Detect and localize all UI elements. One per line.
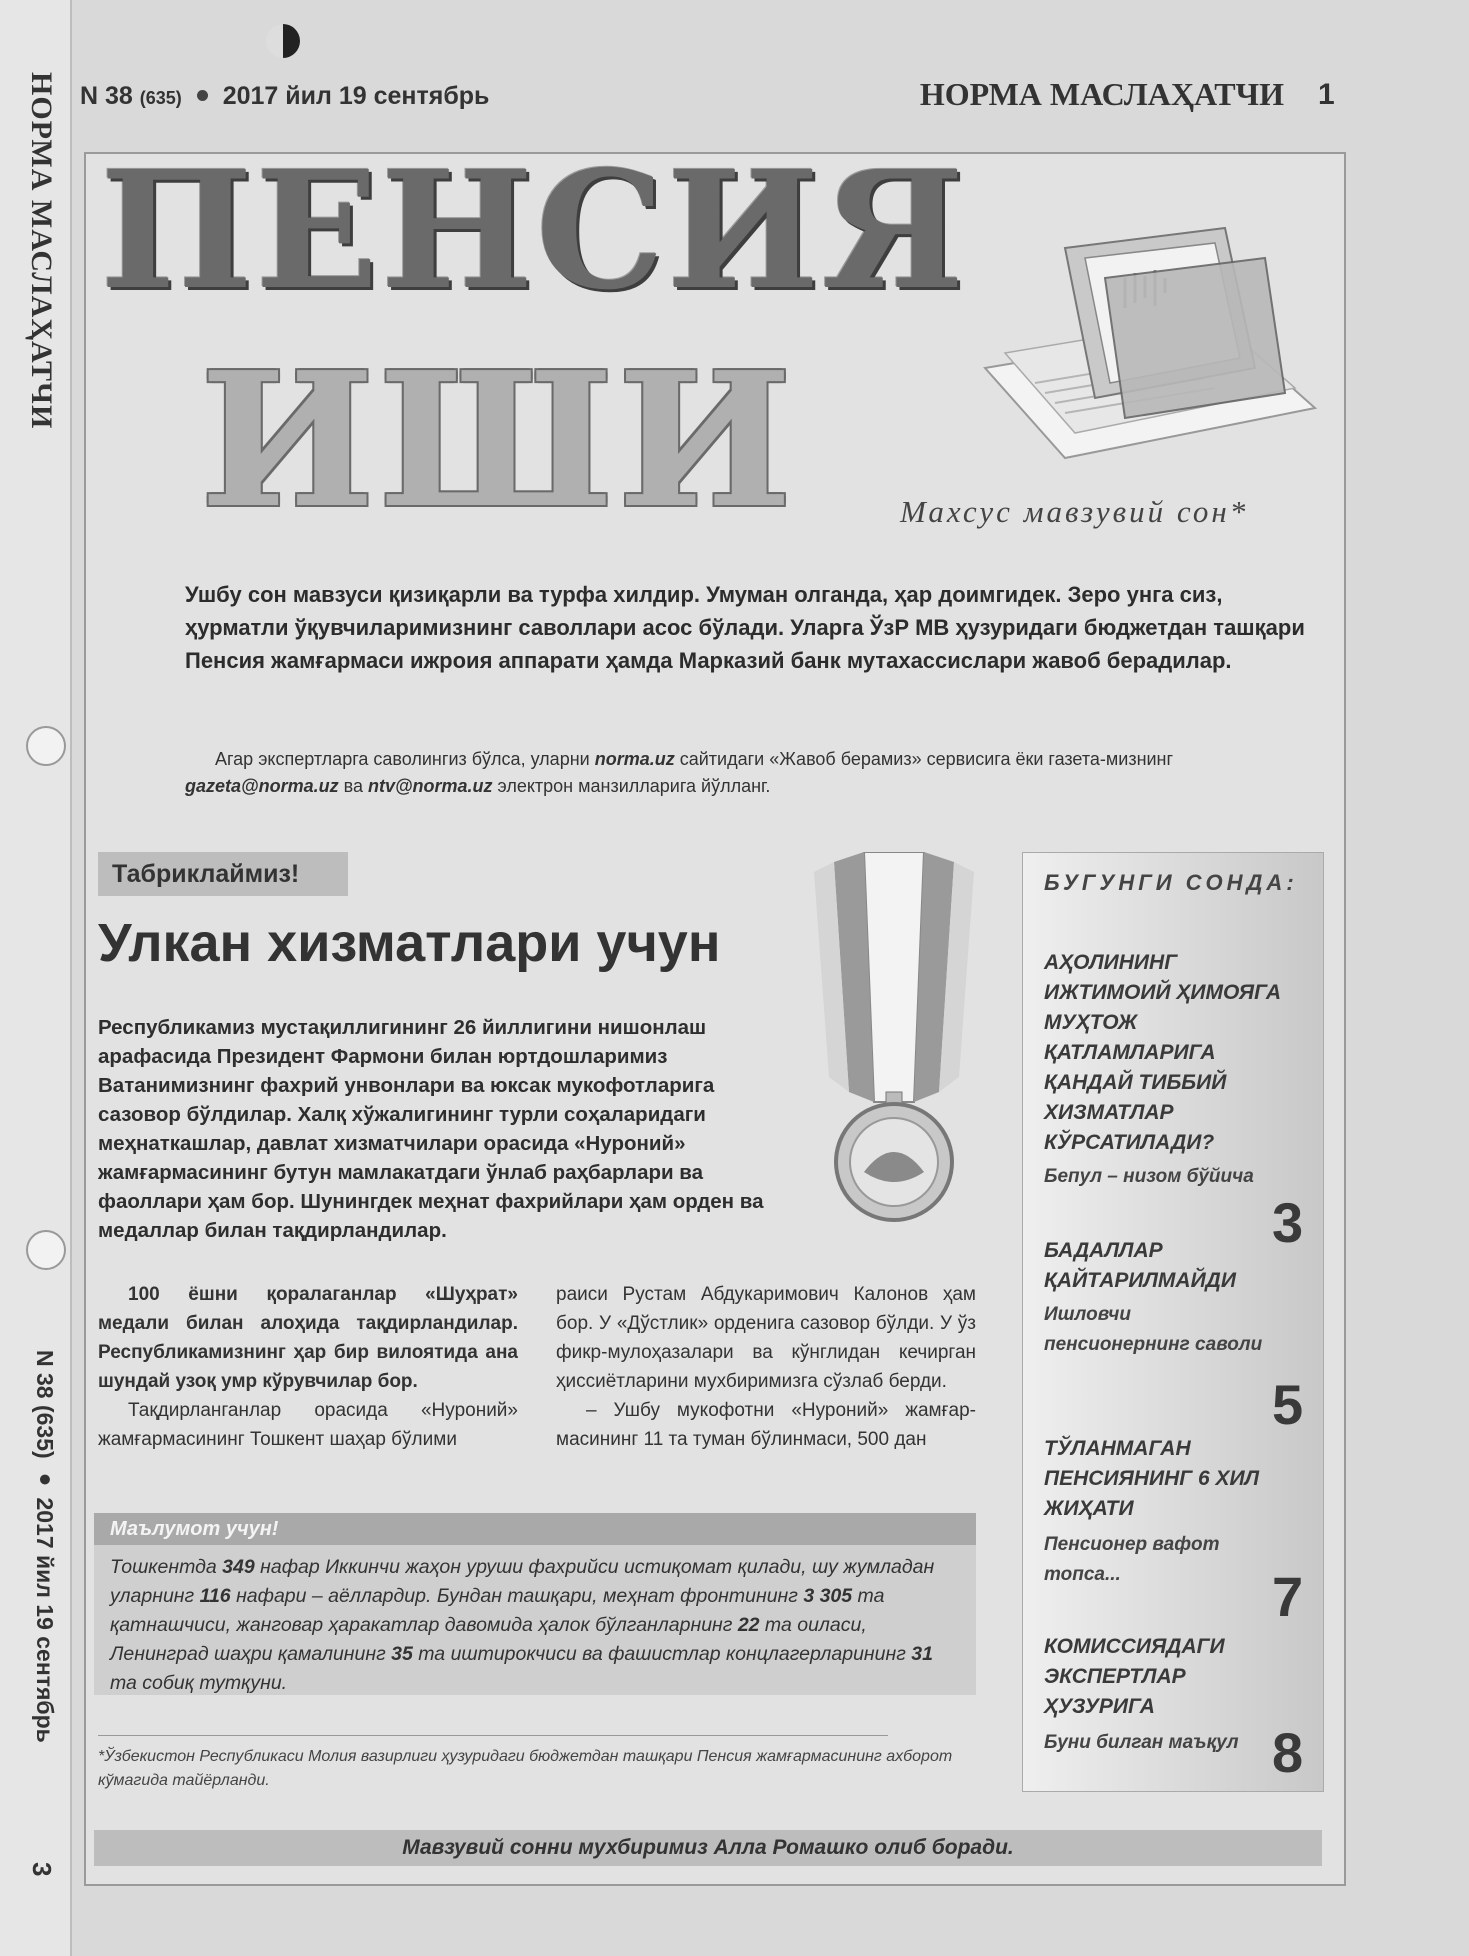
paragraph: – Ушбу мукофотни «Нуроний» жамғармасининг 11 та туман бўлинмаси, 500 дан — [556, 1400, 976, 1450]
paragraph: Тақдирланганлар орасида «Нуроний» жамғармасининг Тошкент шаҳар бўлими — [98, 1400, 518, 1450]
info-box-body — [94, 1545, 976, 1695]
sidebar-item-subtitle: Бепул – низом бўйича — [1044, 1166, 1254, 1187]
site-link[interactable]: norma.uz — [594, 749, 675, 769]
sidebar-item-title[interactable]: БАДАЛЛАР ҚАЙТАРИЛМАЙДИ — [1044, 1239, 1236, 1292]
medal-icon — [794, 852, 994, 1222]
sidebar-item-subtitle: Ишловчи пенсионернинг саволи — [1044, 1304, 1263, 1355]
article-column-1 — [98, 1280, 518, 1454]
header-page-number: 1 — [1318, 78, 1335, 111]
bullet-icon — [197, 90, 208, 101]
sidebar-title: БУГУНГИ СОНДА: — [1044, 870, 1298, 895]
sidebar-item-subtitle: Пенсионер вафот топса... — [1044, 1534, 1220, 1585]
spine-paper-name: НОРМА МАСЛАҲАТЧИ — [25, 72, 58, 430]
sidebar-item-title[interactable]: АҲОЛИНИНГ ИЖТИМОИЙ ҲИМОЯГА МУҲТОЖ ҚАТЛАМЛАРИГА ҚАНДАЙ ТИББИЙ ХИЗМАТЛАР КЎРСАТИЛАДИ? — [1044, 951, 1282, 1154]
contact-text: ва — [338, 776, 368, 796]
issue-date: 2017 йил 19 сентябрь — [222, 82, 490, 110]
info-text: нафар Иккинчи жаҳон уруши фахрийси истиқомат қилади, шу жумладан уларнинг — [110, 1556, 935, 1607]
intro-paragraph: Ушбу сон мавзуси қизиқарли ва турфа хилдир. Умуман олганда, ҳар доимгидек. Зеро унга сиз, ҳурматли ўқувчиларимизнинг саволлари асос бўлади. Уларга ЎзР МВ ҳузуридаги бюджетдан ташқари Пенсия жамғармаси ижроия аппарати ҳамда Марказий банк мутахассислари жавоб берадилар. — [185, 582, 1305, 673]
document-folder-icon — [975, 218, 1335, 468]
sidebar-item-page: 5 — [1272, 1373, 1304, 1436]
info-number: 22 — [737, 1614, 760, 1636]
paragraph: 100 ёшни қоралаганлар «Шуҳрат» медали билан алоҳида тақдирландилар. Республикамизнинг ҳар бир вилоятида ана шундай узоқ умр кўрувчилар бор. — [98, 1284, 518, 1392]
header-issue — [80, 82, 489, 111]
footnote-divider — [98, 1735, 888, 1736]
masthead-subtitle: Махсус мавзувий сон* — [900, 494, 1249, 529]
sidebar-item-page: 8 — [1272, 1721, 1304, 1784]
info-number: 3 305 — [803, 1585, 853, 1607]
info-text: та собиқ тутқуни. — [110, 1672, 288, 1694]
sidebar-item-page: 7 — [1272, 1565, 1304, 1628]
sidebar-item-title[interactable]: ТЎЛАНМАГАН ПЕНСИЯНИНГ 6 ХИЛ ЖИҲАТИ — [1044, 1437, 1260, 1520]
article-lead: Республикамиз мустақиллигининг 26 йиллигини нишонлаш арафасида Президент Фармони билан юртдошларимиз Ватанимизнинг фахрий унвонлари ва юксак мукофотларига сазовор бўлдилар. Халқ хўжалигининг турли соҳаларидаги меҳнаткашлар, давлат хизматчилари орасида «Нуроний» жамғармасининг бутун мамлакатдаги ўнлаб раҳбарлари ва фаоллари ҳам бор. Шунингдек меҳнат фахрийлари ҳам орден ва медаллар билан тақдирландилар. — [98, 1016, 764, 1242]
sidebar-item-subtitle: Буни билган маъқул — [1044, 1732, 1239, 1753]
email-link[interactable]: ntv@norma.uz — [367, 776, 493, 796]
contact-text: Агар экспертларга саволингиз бўлса, уларни — [215, 749, 595, 769]
info-number: 116 — [199, 1585, 231, 1607]
punch-hole-mark — [266, 24, 300, 58]
masthead-title-line2: ИШИ — [200, 331, 797, 549]
info-text: та оиласи, Ленинград шаҳри қамалининг — [110, 1614, 867, 1665]
info-text: нафари – аёллардир. Бундан ташқари, меҳнат фронтининг — [230, 1585, 804, 1607]
info-text: Тошкентда — [110, 1556, 223, 1578]
contact-paragraph — [185, 746, 1325, 800]
rubric-label: Табриклаймиз! — [98, 852, 348, 896]
issue-total: (635) — [139, 88, 182, 108]
paragraph: раиси Рустам Абдукаримович Калонов ҳам бор. У «Дўстлик» орденига сазовор бўлди. У ўз фикр-мулоҳазалари ва кўнглидан кечирган ҳиссиётларини мухбиримизга сўзлаб берди. — [556, 1284, 976, 1392]
masthead-title-line1: ПЕНСИЯ — [100, 136, 967, 326]
info-box-heading: Маълумот учун! — [94, 1513, 976, 1545]
info-number: 35 — [391, 1643, 413, 1665]
binder-hole — [26, 726, 66, 766]
info-text: та қатнашчиси, жанговар ҳаракатлар давомида ҳалок бўлганларнинг — [110, 1585, 885, 1636]
header-paper-name: НОРМА МАСЛАҲАТЧИ — [919, 76, 1284, 112]
email-link[interactable]: gazeta@norma.uz — [185, 776, 339, 796]
footnote: *Ўзбекистон Республикаси Молия вазирлиги ҳузуридаги бюджетдан ташқари Пенсия жамғармасининг ахборот кўмагида тайёрланди. — [98, 1748, 953, 1789]
binding-spine — [0, 0, 72, 1956]
info-number: 31 — [911, 1643, 933, 1665]
issue-number: N 38 — [80, 82, 133, 110]
contact-text: сайтидаги «Жавоб берамиз» сервисига ёки газета-мизнинг — [674, 749, 1174, 769]
binder-hole — [26, 1230, 66, 1270]
contact-text: электрон манзилларига йўлланг. — [492, 776, 771, 796]
info-number: 349 — [222, 1556, 255, 1578]
article-headline: Улкан хизматлари учун — [98, 913, 721, 973]
sidebar-item-page: 3 — [1272, 1191, 1304, 1254]
spine-issue: N 38 (635) ● 2017 йил 19 сентябрь — [32, 1350, 58, 1743]
spine-page-number: 3 — [27, 1862, 57, 1877]
editor-credit-bar: Мавзувий сонни мухбиримиз Алла Ромашко олиб боради. — [94, 1830, 1322, 1866]
sidebar-item-title[interactable]: КОМИССИЯДАГИ ЭКСПЕРТЛАР ҲУЗУРИГА — [1044, 1635, 1225, 1718]
info-text: та иштирокчиси ва фашистлар концлагерларининг — [412, 1643, 912, 1665]
article-column-2 — [556, 1280, 976, 1454]
